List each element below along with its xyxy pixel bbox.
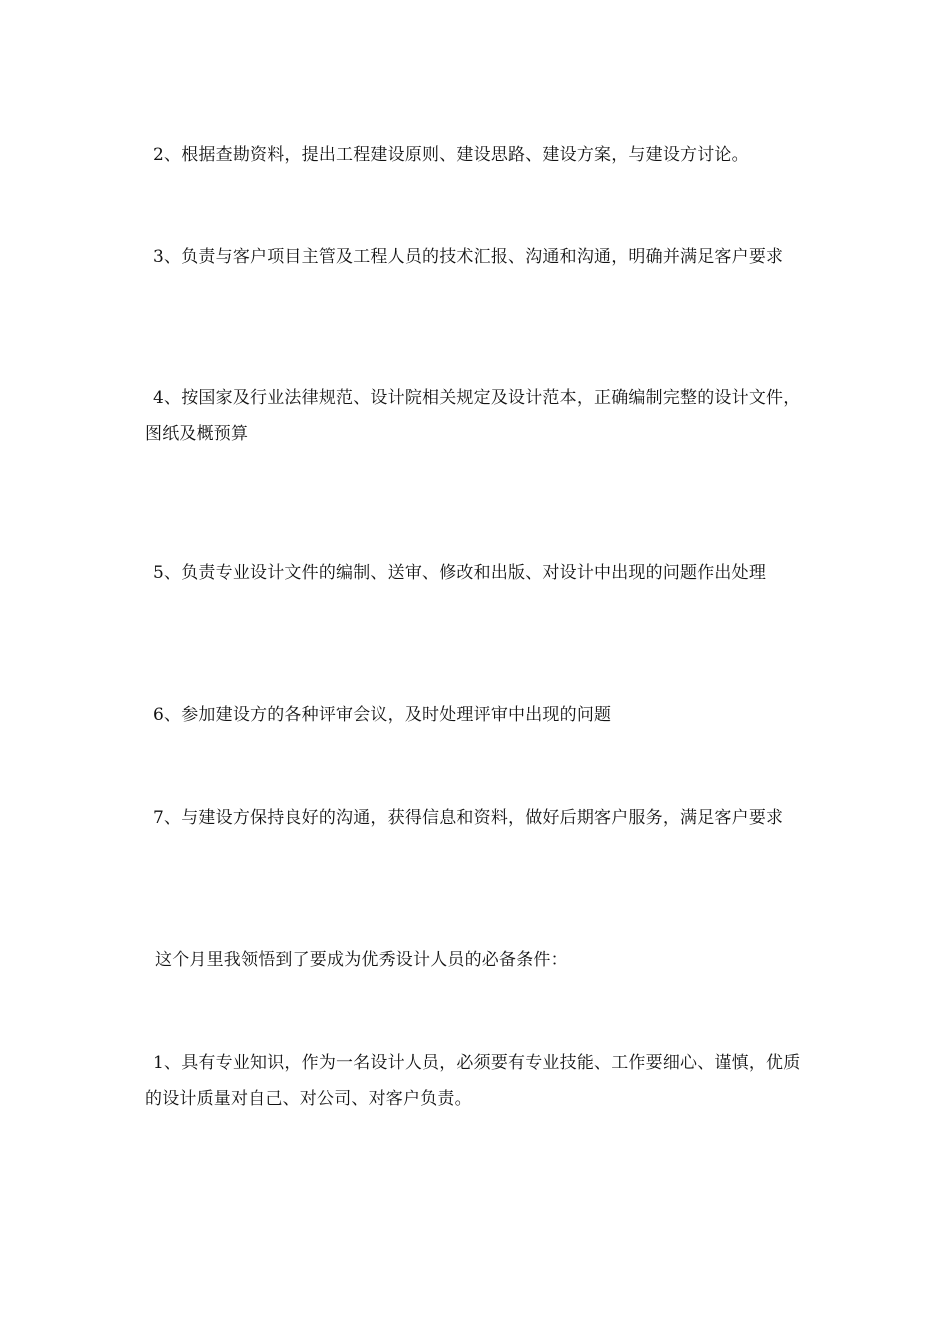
paragraph-item-7: 7、与建设方保持良好的沟通，获得信息和资料，做好后期客户服务，满足客户要求 — [153, 808, 784, 828]
paragraph-condition-1: 1、具有专业知识，作为一名设计人员，必须要有专业技能、工作要细心、谨慎，优质的设计质量对自己、对公司、对客户负责。 — [145, 1053, 801, 1109]
paragraph-item-6: 6、参加建设方的各种评审会议，及时处理评审中出现的问题 — [153, 705, 612, 725]
paragraph-item-5: 5、负责专业设计文件的编制、送审、修改和出版、对设计中出现的问题作出处理 — [153, 563, 767, 583]
paragraph-item-3: 3、负责与客户项目主管及工程人员的技术汇报、沟通和沟通，明确并满足客户要求 — [153, 247, 784, 267]
paragraph-summary-heading: 这个月里我领悟到了要成为优秀设计人员的必备条件： — [155, 950, 568, 970]
paragraph-item-4: 4、按国家及行业法律规范、设计院相关规定及设计范本，正确编制完整的设计文件，图纸及概预算 — [145, 388, 801, 444]
paragraph-item-2: 2、根据查勘资料，提出工程建设原则、建设思路、建设方案，与建设方讨论。 — [153, 145, 749, 165]
